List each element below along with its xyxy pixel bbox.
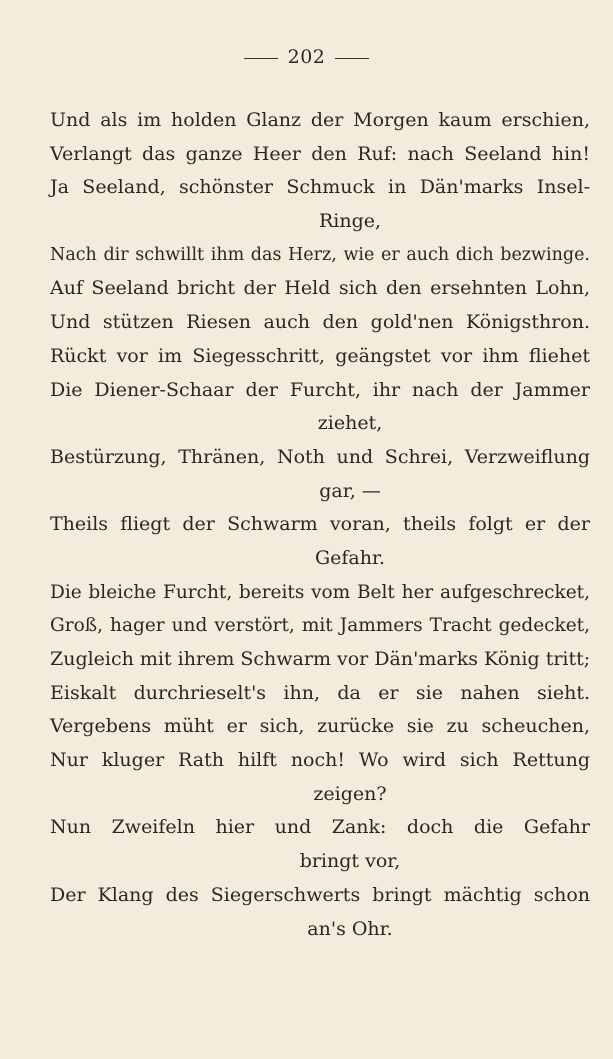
page-header <box>0 46 613 68</box>
verse-line-continuation: an's Ohr. <box>307 917 393 940</box>
verse-line: Ja Seeland, schönster Schmuck in Dän'marks Insel- <box>50 176 590 199</box>
verse-line: Theils fliegt der Schwarm voran, theils folgt er der <box>50 513 590 536</box>
header-rule-left <box>244 58 278 59</box>
verse-line-continuation: bringt vor, <box>299 850 401 873</box>
verse-line: Nur kluger Rath hilft noch! Wo wird sich Rettung <box>50 749 590 772</box>
verse-line-continuation: Ringe, <box>318 210 382 233</box>
verse-line: Die bleiche Furcht, bereits vom Belt her aufgeschrecket, <box>50 581 590 603</box>
header-rule-right <box>335 58 369 59</box>
verse-line: Eiskalt durchrieselt's ihn, da er sie nahen sieht. <box>50 681 590 704</box>
page-number: 202 <box>287 46 326 68</box>
verse-line: Verlangt das ganze Heer den Ruf: nach Seeland hin! <box>50 142 590 165</box>
verse-line: Vergebens müht er sich, zurücke sie zu scheuchen, <box>50 715 590 738</box>
verse-line: Auf Seeland bricht der Held sich den ersehnten Lohn, <box>50 277 590 300</box>
verse-line: Nach dir schwillt ihm das Herz, wie er auch dich bezwinge. <box>50 244 590 265</box>
verse-line: Bestürzung, Thränen, Noth und Schrei, Verzweiflung <box>50 445 590 468</box>
verse-line: Die Diener-Schaar der Furcht, ihr nach der Jammer <box>50 378 590 401</box>
poem-text <box>50 104 590 946</box>
verse-line: Groß, hager und verstört, mit Jammers Tracht gedecket, <box>50 615 590 637</box>
verse-line: Der Klang des Siegerschwerts bringt mächtig schon <box>50 883 590 906</box>
verse-line-continuation: ziehet, <box>317 412 383 435</box>
verse-line-continuation: zeigen? <box>313 782 387 805</box>
verse-line-continuation: Gefahr. <box>314 546 386 569</box>
verse-line: Zugleich mit ihrem Schwarm vor Dän'marks König tritt; <box>50 648 591 670</box>
verse-line: Nun Zweifeln hier und Zank: doch die Gefahr <box>50 816 590 839</box>
verse-line: Und stützen Riesen auch den gold'nen Königsthron. <box>50 311 590 334</box>
verse-line: Rückt vor im Siegesschritt, geängstet vor ihm fliehet <box>50 344 590 367</box>
verse-line: Und als im holden Glanz der Morgen kaum erschien, <box>50 109 590 131</box>
verse-line-continuation: gar, — <box>319 479 381 502</box>
